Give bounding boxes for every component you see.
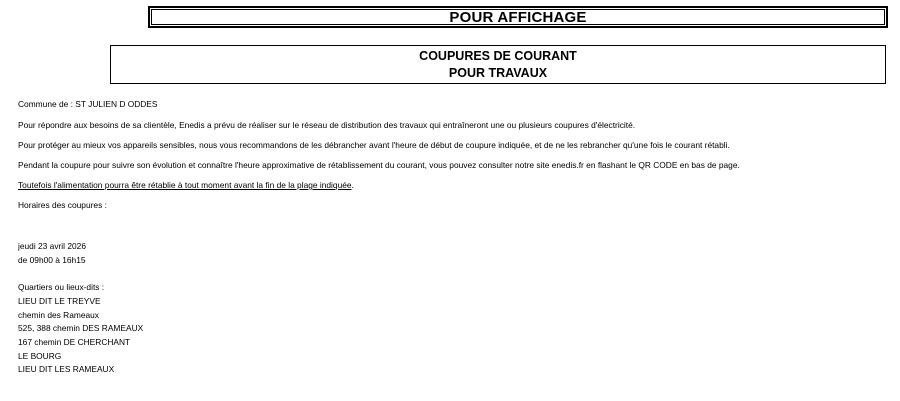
paragraph-tracking: Pendant la coupure pour suivre son évolution et connaître l'heure approximative de rétablissement du courant, vous pouvez consulter notre site enedis.fr en flashant le QR CODE en bas de page. [18, 160, 740, 170]
outage-date: jeudi 23 avril 2026 [18, 241, 86, 251]
title-line-1: COUPURES DE COURANT [419, 48, 577, 63]
warning-text: Toutefois l'alimentation pourra être rétablie à tout moment avant la fin de la plage indiquée [18, 180, 352, 190]
paragraph-protection: Pour protéger au mieux vos appareils sensibles, nous vous recommandons de les débrancher avant l'heure de début de coupure indiquée, et de ne les rebrancher qu'une fois le courant rétabli. [18, 140, 730, 150]
outage-time: de 09h00 à 16h15 [18, 255, 86, 265]
location-item: 525, 388 chemin DES RAMEAUX [18, 323, 144, 333]
warning-period: . [351, 180, 354, 190]
location-item: LIEU DIT LE TREYVE [18, 296, 101, 306]
commune-line: Commune de : ST JULIEN D ODDES [18, 99, 158, 109]
locations-label: Quartiers ou lieux-dits : [18, 282, 105, 292]
location-item: LE BOURG [18, 351, 62, 361]
banner-title: POUR AFFICHAGE [151, 9, 885, 25]
notice-banner [148, 6, 888, 28]
title-box [110, 45, 886, 84]
location-item: LIEU DIT LES RAMEAUX [18, 364, 115, 374]
horaires-label: Horaires des coupures : [18, 200, 107, 210]
location-item: 167 chemin DE CHERCHANT [18, 337, 131, 347]
paragraph-needs: Pour répondre aux besoins de sa clientèle, Enedis a prévu de réaliser sur le réseau de distribution des travaux qui entraîneront une ou plusieurs coupures d'électricité. [18, 120, 636, 130]
title-line-2: POUR TRAVAUX [448, 65, 548, 80]
location-item: chemin des Rameaux [18, 310, 99, 320]
paragraph-warning [18, 180, 354, 190]
